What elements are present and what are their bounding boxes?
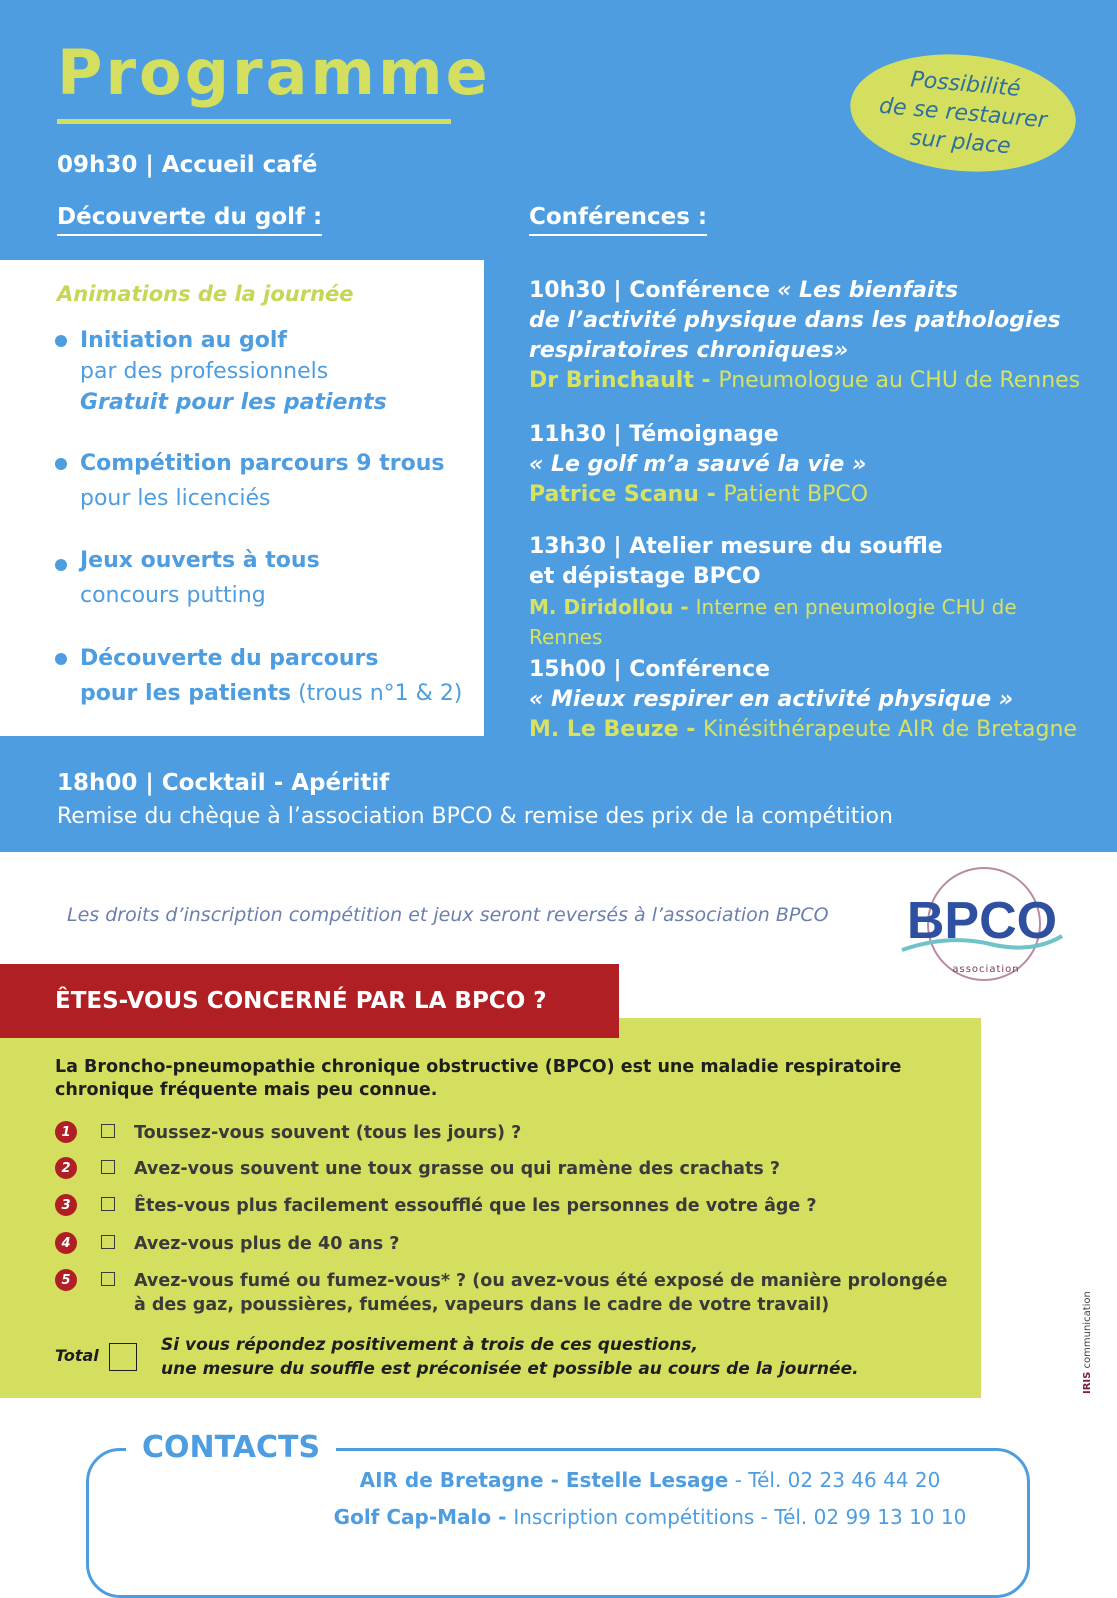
conference-theme: « Les bienfaits: [777, 278, 959, 303]
questionnaire-intro: La Broncho-pneumopathie chronique obstructive (BPCO) est une maladie respiratoire chronique fréquente mais peu connue.: [55, 1057, 902, 1100]
animations-label: Animations de la journée: [57, 282, 354, 306]
conference-speaker: Patrice Scanu -: [529, 482, 724, 507]
golf-heading: Découverte du golf :: [57, 204, 322, 236]
question-number: 5: [55, 1269, 77, 1291]
total-label: Total: [55, 1346, 99, 1365]
logo-subtext: association: [952, 964, 1020, 975]
conference-role: Kinésithérapeute AIR de Bretagne: [703, 717, 1077, 742]
questionnaire-title-banner: [0, 964, 619, 1038]
bpco-logo: [898, 862, 1064, 988]
conference-speaker: Dr Brinchault -: [529, 368, 719, 393]
bullet-icon: [55, 335, 67, 347]
total-instructions-line-2: une mesure du souffle est préconisée et possible au cours de la journée.: [161, 1359, 859, 1379]
conference-time-title: 13h30 | Atelier mesure du souffle: [529, 534, 943, 559]
accueil-cafe: 09h30 | Accueil café: [57, 152, 318, 178]
title-underline: [57, 119, 451, 124]
question-text: Avez-vous souvent une toux grasse ou qui ramène des crachats ?: [134, 1159, 780, 1179]
conference-time-title: 11h30 | Témoignage: [529, 422, 779, 447]
question-checkbox[interactable]: [101, 1235, 115, 1249]
restaurer-line-3: sur place: [909, 125, 1012, 159]
question-row: [55, 1121, 965, 1145]
question-row: [55, 1157, 965, 1181]
bullet-icon: [55, 653, 67, 665]
cocktail-time: 18h00 | Cocktail - Apéritif: [57, 770, 390, 796]
restaurer-line-2: de se restaurer: [878, 93, 1048, 133]
conference-item: [529, 532, 1089, 652]
conference-theme: de l’activité physique dans les pathologies: [529, 308, 1061, 333]
conference-time-title: 10h30 | Conférence: [529, 278, 771, 303]
question-checkbox[interactable]: [101, 1124, 115, 1138]
conference-item: [529, 276, 1089, 396]
question-row: [55, 1232, 965, 1256]
activity-item: [55, 325, 475, 418]
conference-role: Pneumologue au CHU de Rennes: [718, 368, 1081, 393]
activity-item: [55, 448, 475, 514]
page-title: Programme: [57, 36, 491, 109]
activity-item: [55, 643, 475, 709]
conference-theme: « Le golf m’a sauvé la vie »: [529, 452, 867, 477]
contact-line: [200, 1505, 1100, 1529]
question-text: Avez-vous fumé ou fumez-vous* ? (ou avez-vous été exposé de manière prolongée à des gaz, poussières, fumées, vapeurs dans le cadre de votre travail): [134, 1271, 948, 1315]
iris-rest: communication: [1082, 1291, 1093, 1372]
conference-role: Patient BPCO: [723, 482, 869, 507]
total-instructions-line-1: Si vous répondez positivement à trois de ces questions,: [161, 1335, 698, 1355]
activity-note: Gratuit pour les patients: [80, 390, 387, 415]
activity-title: Compétition parcours 9 trous: [80, 451, 445, 476]
activity-detail: par des professionnels: [80, 359, 329, 384]
conference-role: Interne en pneumologie CHU de Rennes: [529, 595, 1017, 649]
contact-name: AIR de Bretagne - Estelle Lesage: [359, 1468, 729, 1492]
conferences-heading: Conférences :: [529, 204, 707, 236]
question-number: 2: [55, 1157, 77, 1179]
cocktail-text: Remise du chèque à l’association BPCO & remise des prix de la compétition: [57, 804, 893, 829]
question-text: Toussez-vous souvent (tous les jours) ?: [134, 1123, 522, 1143]
conference-theme: « Mieux respirer en activité physique »: [529, 687, 1014, 712]
question-row: [55, 1269, 965, 1317]
conference-theme: respiratoires chroniques»: [529, 338, 849, 363]
question-checkbox[interactable]: [101, 1160, 115, 1174]
activity-detail-extra: (trous n°1 & 2): [291, 681, 463, 706]
iris-brand: IRIS: [1082, 1371, 1093, 1394]
bullet-icon: [55, 559, 67, 571]
activity-item: [55, 545, 475, 611]
activity-title: Découverte du parcours: [80, 646, 379, 671]
activity-title: Initiation au golf: [80, 328, 287, 353]
iris-credit: [1076, 1268, 1096, 1396]
bullet-icon: [55, 458, 67, 470]
logo-text: BPCO: [906, 892, 1058, 950]
question-checkbox[interactable]: [101, 1272, 115, 1286]
activity-title: Jeux ouverts à tous: [80, 548, 320, 573]
question-row: [55, 1194, 965, 1218]
conference-speaker: M. Diridollou -: [529, 595, 696, 619]
contact-name: Golf Cap-Malo -: [333, 1505, 514, 1529]
activity-detail: concours putting: [80, 583, 266, 608]
droits-note: Les droits d’inscription compétition et jeux seront reversés à l’association BPCO: [67, 904, 829, 926]
total-input-box[interactable]: [109, 1343, 137, 1371]
question-number: 1: [55, 1121, 77, 1143]
question-number: 3: [55, 1194, 77, 1216]
question-checkbox[interactable]: [101, 1197, 115, 1211]
conference-speaker: M. Le Beuze -: [529, 717, 704, 742]
total-instructions: [161, 1333, 961, 1381]
conference-item: [529, 655, 1089, 745]
activity-detail: pour les licenciés: [80, 486, 271, 511]
conference-title-line: et dépistage BPCO: [529, 564, 761, 589]
restaurer-line-1: Possibilité: [909, 66, 1022, 102]
contact-details: - Tél. 02 23 46 44 20: [728, 1468, 941, 1492]
contact-details: Inscription compétitions - Tél. 02 99 13 10 10: [513, 1505, 967, 1529]
contact-line: [200, 1468, 1100, 1492]
activity-detail: pour les patients: [80, 681, 292, 706]
question-text: Avez-vous plus de 40 ans ?: [134, 1234, 400, 1254]
questionnaire-title: ÊTES-VOUS CONCERNÉ PAR LA BPCO ?: [55, 988, 547, 1014]
contacts-title: CONTACTS: [126, 1430, 336, 1465]
conference-item: [529, 420, 1089, 510]
conference-time-title: 15h00 | Conférence: [529, 657, 771, 682]
question-number: 4: [55, 1232, 77, 1254]
svg-text:IRIS communication: [1082, 1291, 1093, 1394]
question-text: Êtes-vous plus facilement essoufflé que les personnes de votre âge ?: [134, 1196, 817, 1216]
